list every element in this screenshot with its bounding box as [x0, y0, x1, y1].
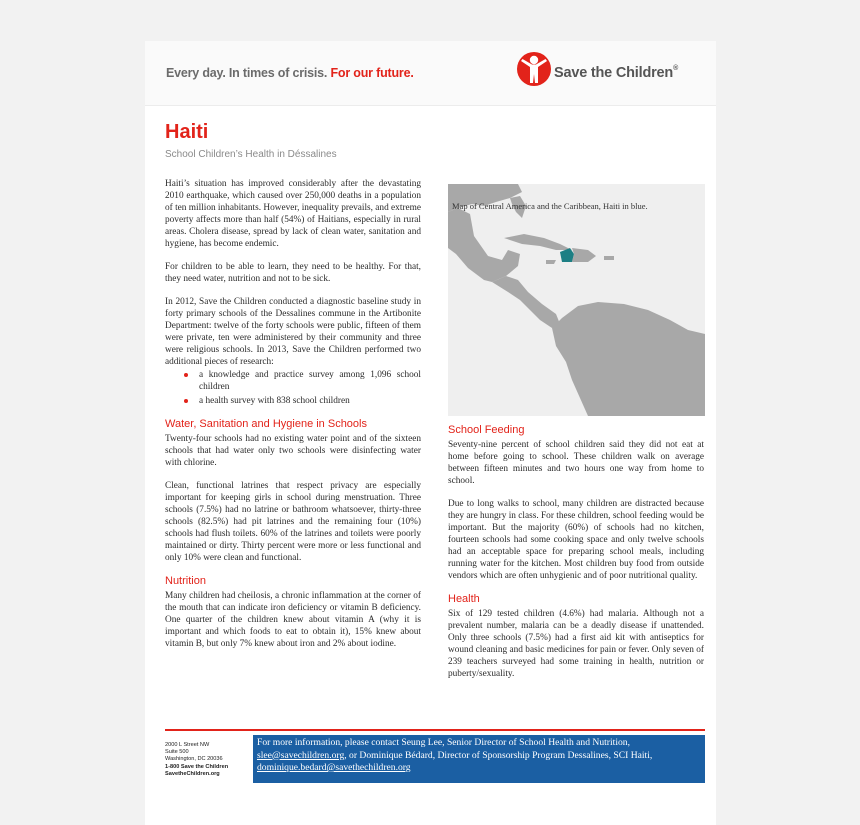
health-heading: Health — [448, 593, 480, 605]
logo-text: Save the Children — [554, 65, 674, 81]
address-line: Suite 500 — [165, 749, 189, 756]
footer-divider — [165, 729, 705, 731]
document-page — [145, 41, 716, 825]
school-feeding-paragraph-1: Seventy-nine percent of school children said they did not eat at home before going to school. These children walk on average between fifteen minutes and two hours one way from home to school. — [448, 440, 704, 486]
contact-line-1: For more information, please contact Seung Lee, Senior Director of School Health and Nutrition, — [257, 737, 630, 748]
logo-mark: ® — [673, 65, 679, 72]
save-the-children-logo — [516, 49, 706, 97]
school-feeding-heading: School Feeding — [448, 424, 525, 436]
health-paragraph: Six of 129 tested children (4.6%) had malaria. Although not a prevalent number, malaria can be a deadly disease if unattended. Only three schools (7.5%) had a first aid kit with antiseptics for wound cleaning and basic medicines for pain or fever. Only seven of 239 teachers surveyed had some training in health, nutrition or puberty/sexuality. — [448, 609, 704, 679]
map-graphic — [448, 184, 705, 416]
intro-paragraph-1: Haiti’s situation has improved considerably after the devastating 2010 earthquake, which caused over 250,000 deaths in a population of ten million inhabitants. However, inequality prevails, and extreme poverty affects more than half (54%) of Haitians, especially in rural areas. Cholera disease, spread by lack of clean water, sanitation and hygiene, has become endemic. — [165, 179, 421, 249]
website-link[interactable]: SavetheChildren.org — [165, 770, 220, 777]
list-item: a health survey with 838 school children — [199, 395, 421, 407]
left-column — [165, 178, 421, 661]
contact-line-2: , or Dominique Bédard, Director of Sponsorship Program Dessalines, SCI Haiti, — [344, 749, 653, 761]
wash-paragraph-1: Twenty-four schools had no existing water point and of the sixteen schools that had water only two schools were disinfecting water with chlorine. — [165, 434, 421, 468]
tagline-main: Every day. In times of crisis. — [166, 66, 328, 80]
address-line: Washington, DC 20036 — [165, 756, 223, 763]
nutrition-paragraph: Many children had cheilosis, a chronic inflammation at the corner of the mouth that can indicate iron deficiency or vitamin B deficiency. One quarter of the children knew about vitamin A (why it is important and which foods to eat to obtain it), 15% knew about vitamin B, but only 7% knew about iron and 2% about iodine. — [165, 591, 421, 649]
nutrition-heading: Nutrition — [165, 575, 206, 587]
email-link-dominique[interactable]: dominique.bedard@savethechildren.org — [257, 762, 411, 773]
address-block — [165, 742, 255, 778]
right-column — [448, 424, 704, 691]
contact-box — [253, 735, 705, 783]
school-feeding-paragraph-2: Due to long walks to school, many children are distracted because they are hungry in class. For these children, school feeding would be important. But the majority (60%) of schools had no kitchen, fourteen schools had some cooking space and only twelve schools had an acceptable space for preparing school meals, including running water for the kitchen. Most children buy food from outside vendors which are often unhygienic and of poor nutritional quality. — [448, 499, 704, 581]
wash-paragraph-2: Clean, functional latrines that respect privacy are especially important for keeping girls in school during menstruation. Three schools (7.5%) had no latrine or bathroom whatsoever, thirty-three schools (82.5%) had pit latrines and the remaining four (10%) schools had flush toilets. 60% of the latrines and toilets were poorly maintained or dirty. Thirty percent were more or less functional and only 10% were clean and functional. — [165, 481, 421, 563]
intro-paragraph-2: For children to be able to learn, they need to be healthy. For that, they need water, nutrition and not to be sick. — [165, 262, 421, 284]
address-line: 2000 L Street NW — [165, 742, 210, 748]
caribbean-map — [448, 184, 705, 416]
email-link-slee[interactable]: slee@savechildren.org — [257, 749, 345, 761]
research-list — [165, 369, 421, 407]
map-caption: Map of Central America and the Caribbean, Haiti in blue. — [452, 201, 648, 211]
page-title: Haiti — [165, 121, 209, 143]
phone-number: 1-800 Save the Children — [165, 763, 229, 770]
page-subtitle: School Children’s Health in Déssalines — [165, 149, 337, 160]
header-banner — [145, 41, 716, 106]
tagline-accent: For our future. — [330, 66, 414, 80]
list-item: a knowledge and practice survey among 1,096 school children — [199, 370, 421, 392]
logo-figure-icon — [516, 49, 552, 89]
tagline — [166, 66, 414, 80]
wash-heading: Water, Sanitation and Hygiene in Schools — [165, 418, 367, 430]
intro-paragraph-3: In 2012, Save the Children conducted a diagnostic baseline study in forty primary schools of the Dessalines commune in the Artibonite Department: twelve of the forty schools were public, fifteen of them were private, ten were administered by their community and three were religious schools. In 2013, Save the Children performed two additional pieces of research: — [165, 297, 421, 367]
